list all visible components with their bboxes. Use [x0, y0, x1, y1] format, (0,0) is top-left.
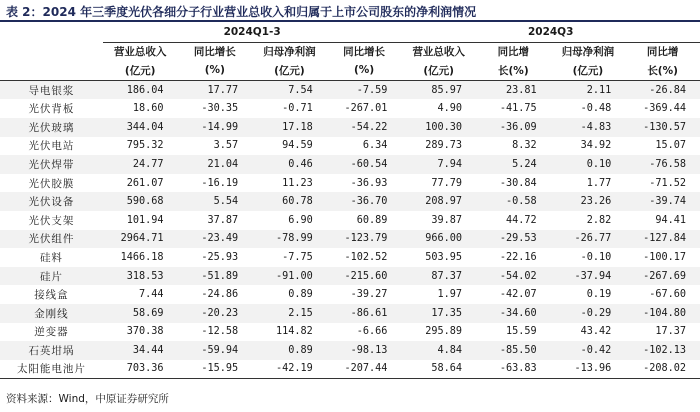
table-cell: 503.95 [425, 251, 462, 263]
column-header: 同比增 [646, 46, 679, 59]
table-cell: 5.54 [178, 192, 253, 211]
row-label: 石英坩埚 [0, 341, 103, 360]
table-cell: 8.32 [512, 140, 537, 152]
table-row [0, 137, 700, 156]
column-unit: (%) [327, 61, 402, 80]
table-cell: 0.46 [252, 155, 327, 174]
column-unit: (亿元) [551, 61, 626, 80]
table-cell: -30.84 [499, 177, 537, 189]
column-header: 归母净利润 [561, 46, 615, 59]
table-cell: 11.23 [282, 177, 313, 189]
table-cell: 23.81 [476, 80, 551, 99]
table-cell: 344.04 [103, 118, 178, 137]
table-cell: -127.84 [625, 230, 700, 249]
table-cell: 2964.71 [103, 230, 178, 249]
table-cell: 24.77 [103, 155, 178, 174]
table-row [0, 80, 700, 99]
table-cell: -102.13 [625, 341, 700, 360]
column-unit: 长(%) [476, 61, 551, 80]
column-header: 同比增 [497, 46, 530, 59]
table-cell: 590.68 [103, 192, 178, 211]
table-cell: 100.30 [401, 118, 476, 137]
table-cell: -102.52 [344, 251, 388, 263]
row-label: 光伏玻璃 [0, 118, 103, 137]
table-cell: -59.94 [178, 341, 253, 360]
table-cell: 87.37 [401, 267, 476, 286]
table-row [0, 360, 700, 379]
table-cell: -85.50 [476, 341, 551, 360]
table-cell: -42.19 [252, 360, 327, 379]
table-cell: -20.23 [178, 304, 253, 323]
row-label: 硅片 [0, 267, 103, 286]
table-row [0, 285, 700, 304]
table-cell: -34.60 [476, 304, 551, 323]
table-cell: -0.42 [551, 341, 626, 360]
table-cell: -54.02 [476, 267, 551, 286]
table-cell: -16.19 [201, 177, 239, 189]
table-cell: 7.94 [401, 155, 476, 174]
table-title: 表 2：2024 年三季度光伏各细分子行业营业总收入和归属于上市公司股东的净利润情况 [6, 5, 477, 19]
table-cell: 23.26 [551, 192, 626, 211]
table-cell: -267.69 [625, 267, 700, 286]
table-cell: 6.90 [288, 214, 313, 226]
row-label: 导电银浆 [0, 80, 103, 99]
table-cell: 17.35 [401, 304, 476, 323]
table-cell: 94.59 [282, 140, 313, 152]
table-cell: 0.89 [288, 289, 313, 301]
table-cell: -29.53 [476, 230, 551, 249]
table-row [0, 155, 700, 174]
source-note: 资料来源：Wind，中原证券研究所 [6, 393, 169, 405]
title-rule [0, 20, 700, 22]
table-cell: 289.73 [425, 140, 462, 152]
column-unit: (亿元) [103, 61, 178, 80]
table-cell: -36.93 [350, 177, 388, 189]
table-cell: -36.70 [327, 192, 402, 211]
table-cell: -0.58 [476, 192, 551, 211]
table-cell: 370.38 [126, 326, 164, 338]
table-row [0, 174, 700, 193]
column-unit: (亿元) [401, 61, 476, 80]
table-cell: -37.94 [551, 267, 626, 286]
table-cell: 18.60 [132, 103, 164, 115]
table-cell: 39.87 [431, 214, 462, 226]
table-cell: -26.84 [625, 80, 700, 99]
table-cell: 60.89 [356, 214, 388, 226]
table-row [0, 304, 700, 323]
table-cell: 5.24 [476, 155, 551, 174]
table-cell: -54.22 [327, 118, 402, 137]
table-cell: -76.58 [625, 155, 700, 174]
table-cell: 1466.18 [120, 251, 164, 263]
column-header: 归母净利润 [263, 46, 316, 59]
table-cell: 4.90 [437, 103, 462, 115]
table-cell: 1.77 [586, 177, 612, 189]
table-cell: 17.37 [655, 326, 686, 338]
row-label: 逆变器 [34, 326, 69, 339]
table-cell: -41.75 [499, 103, 537, 115]
column-unit: (%) [178, 61, 253, 80]
table-row [0, 118, 700, 137]
corner-cell [0, 23, 103, 42]
table-row [0, 192, 700, 211]
table-cell: -15.95 [178, 360, 253, 379]
table-cell: 261.07 [126, 177, 164, 189]
table-cell: -63.83 [476, 360, 551, 379]
table-cell: -14.99 [178, 118, 253, 137]
table-cell: 186.04 [103, 80, 178, 99]
table-cell: 7.44 [138, 289, 164, 301]
row-label: 光伏支架 [28, 214, 75, 227]
group-header-q3: 2024Q3 [401, 23, 700, 42]
table-cell: 77.79 [431, 177, 462, 189]
table-cell: 37.87 [207, 214, 239, 226]
table-cell: -208.02 [625, 360, 700, 379]
table-row [0, 99, 700, 118]
table-cell: -24.86 [201, 289, 239, 301]
table-cell: 7.54 [252, 80, 327, 99]
table-cell: -4.83 [551, 118, 626, 137]
table-cell: -0.29 [551, 304, 626, 323]
table-row [0, 323, 700, 342]
table-cell: -22.16 [499, 251, 537, 263]
table-row [0, 230, 700, 249]
column-header-row-1 [0, 42, 700, 61]
table-cell: 43.42 [580, 326, 612, 338]
row-label: 硅料 [39, 251, 63, 264]
table-cell: 208.97 [401, 192, 476, 211]
table-cell: 58.69 [103, 304, 178, 323]
table-cell: -13.96 [551, 360, 626, 379]
table-cell: 17.18 [252, 118, 327, 137]
table-cell: -51.89 [178, 267, 253, 286]
table-cell: -30.35 [201, 103, 239, 115]
table-cell: -71.52 [649, 177, 686, 189]
table-body [0, 80, 700, 379]
table-cell: -91.00 [252, 267, 327, 286]
table-cell: 2.82 [586, 214, 612, 226]
table-cell: 21.04 [178, 155, 253, 174]
table-cell: -369.44 [643, 103, 686, 115]
column-unit: (亿元) [252, 61, 327, 80]
row-label: 光伏电站 [28, 140, 75, 153]
row-label: 光伏焊带 [0, 155, 103, 174]
table-cell: 318.53 [103, 267, 178, 286]
table-cell: 60.78 [252, 192, 327, 211]
table-cell: 58.64 [401, 360, 476, 379]
table-cell: 0.10 [551, 155, 626, 174]
table-cell: -67.60 [649, 289, 686, 301]
table-cell: 795.32 [126, 140, 164, 152]
table-cell: -23.49 [178, 230, 253, 249]
column-header: 同比增长 [193, 46, 236, 59]
table-cell: -123.79 [327, 230, 402, 249]
table-cell: -78.99 [252, 230, 327, 249]
table-cell: 0.89 [252, 341, 327, 360]
table-cell: -0.10 [580, 251, 612, 263]
table-cell: -7.59 [327, 80, 402, 99]
table-cell: -39.74 [625, 192, 700, 211]
table-cell: 2.15 [252, 304, 327, 323]
table-cell: -267.01 [344, 103, 388, 115]
table-cell: 85.97 [401, 80, 476, 99]
table-cell: -25.93 [201, 251, 239, 263]
table-cell: -215.60 [327, 267, 402, 286]
table-cell: -0.48 [580, 103, 612, 115]
column-header: 营业总收入 [412, 46, 465, 59]
table-cell: 966.00 [401, 230, 476, 249]
table-cell: -36.09 [476, 118, 551, 137]
table-cell: 44.72 [505, 214, 537, 226]
table-row [0, 211, 700, 230]
table-cell: -130.57 [625, 118, 700, 137]
table-row [0, 267, 700, 286]
column-unit: 长(%) [625, 61, 700, 80]
group-header-row [0, 23, 700, 42]
table-cell: 3.57 [213, 140, 239, 152]
table-cell: 94.41 [655, 214, 686, 226]
data-table [0, 23, 700, 379]
table-cell: 17.77 [178, 80, 253, 99]
table-cell: 34.44 [103, 341, 178, 360]
row-label: 光伏设备 [0, 192, 103, 211]
column-header: 同比增长 [343, 46, 386, 59]
table-cell: 15.07 [655, 140, 686, 152]
row-label: 光伏背板 [28, 103, 75, 116]
table-cell: 1.97 [437, 289, 462, 301]
table-cell: -42.07 [499, 289, 537, 301]
table-cell: -60.54 [327, 155, 402, 174]
row-label: 光伏组件 [0, 230, 103, 249]
table-cell: 34.92 [580, 140, 612, 152]
table-cell: -12.58 [201, 326, 239, 338]
table-cell: -39.27 [350, 289, 388, 301]
table-cell: -26.77 [551, 230, 626, 249]
table-row [0, 248, 700, 267]
table-cell: 114.82 [275, 326, 313, 338]
row-label: 光伏胶膜 [28, 177, 75, 190]
table-cell: 2.11 [551, 80, 626, 99]
table-cell: 15.59 [505, 326, 537, 338]
row-label: 金刚线 [0, 304, 103, 323]
table-row [0, 341, 700, 360]
column-header: 营业总收入 [113, 46, 167, 59]
table-cell: 703.36 [103, 360, 178, 379]
column-header-row-2 [0, 61, 700, 80]
table-cell: -86.61 [327, 304, 402, 323]
table-cell: 101.94 [126, 214, 164, 226]
table-cell: 6.34 [362, 140, 388, 152]
table-cell: 0.19 [586, 289, 612, 301]
row-label: 太阳能电池片 [0, 360, 103, 379]
table-cell: -0.71 [282, 103, 313, 115]
table-cell: 4.84 [401, 341, 476, 360]
table-cell: -104.80 [625, 304, 700, 323]
table-cell: 295.89 [425, 326, 462, 338]
group-header-q1-3: 2024Q1-3 [103, 23, 402, 42]
table-cell: -98.13 [327, 341, 402, 360]
table-cell: -7.75 [282, 251, 313, 263]
table-cell: -100.17 [643, 251, 686, 263]
table-cell: -207.44 [327, 360, 402, 379]
row-label: 接线盒 [34, 289, 69, 302]
table-cell: -6.66 [356, 326, 388, 338]
